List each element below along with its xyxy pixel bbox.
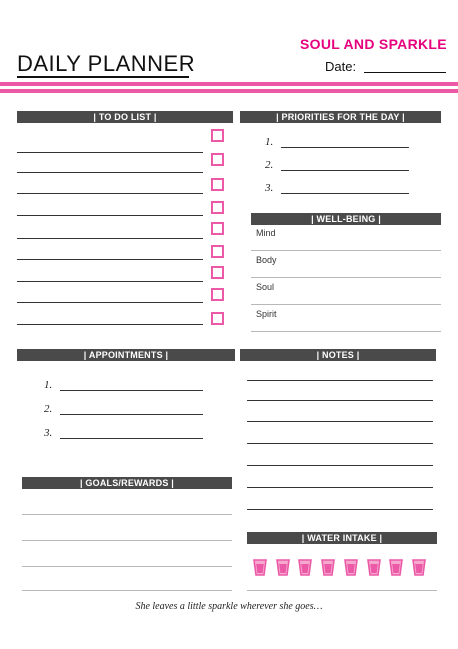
title-underline xyxy=(17,76,189,78)
water-cup-icon[interactable] xyxy=(321,559,335,576)
notes-line[interactable] xyxy=(247,380,433,381)
todo-line[interactable] xyxy=(17,193,203,194)
water-cup-icon[interactable] xyxy=(412,559,426,576)
wellbeing-mind-label: Mind xyxy=(256,228,276,238)
todo-heading: | TO DO LIST | xyxy=(17,111,233,123)
notes-line[interactable] xyxy=(247,443,433,444)
todo-line[interactable] xyxy=(17,324,203,325)
date-label: Date: xyxy=(325,59,357,74)
priority-line-3[interactable] xyxy=(281,193,409,194)
notes-line[interactable] xyxy=(247,421,433,422)
priority-line-1[interactable] xyxy=(281,147,409,148)
priority-number: 3. xyxy=(265,182,274,194)
goals-line-4[interactable] xyxy=(22,590,232,591)
wellbeing-spirit-line[interactable] xyxy=(251,331,441,332)
notes-line[interactable] xyxy=(247,509,433,510)
notes-line[interactable] xyxy=(247,465,433,466)
water-cup-icon[interactable] xyxy=(389,559,403,576)
wellbeing-body-label: Body xyxy=(256,255,277,265)
todo-checkbox[interactable] xyxy=(211,201,224,214)
appointment-line-1[interactable] xyxy=(60,390,203,391)
date-field[interactable] xyxy=(364,72,446,73)
wellbeing-heading: | WELL-BEING | xyxy=(251,213,441,225)
water-cup-icon[interactable] xyxy=(253,559,267,576)
wellbeing-soul-line[interactable] xyxy=(251,304,441,305)
notes-line[interactable] xyxy=(247,400,433,401)
notes-heading: | NOTES | xyxy=(240,349,436,361)
priority-line-2[interactable] xyxy=(281,170,409,171)
appointment-line-3[interactable] xyxy=(60,438,203,439)
header-divider-band xyxy=(0,89,458,93)
todo-line[interactable] xyxy=(17,215,203,216)
appointment-number: 2. xyxy=(44,403,53,415)
water-intake-heading: | WATER INTAKE | xyxy=(247,532,437,544)
priority-number: 1. xyxy=(265,136,274,148)
water-cup-icon[interactable] xyxy=(367,559,381,576)
todo-line[interactable] xyxy=(17,152,203,153)
todo-checkbox[interactable] xyxy=(211,312,224,325)
todo-checkbox[interactable] xyxy=(211,153,224,166)
water-bottom-line xyxy=(247,590,437,591)
goals-line-1[interactable] xyxy=(22,514,232,515)
wellbeing-spirit-label: Spirit xyxy=(256,309,277,319)
priorities-heading: | PRIORITIES FOR THE DAY | xyxy=(240,111,441,123)
appointments-heading: | APPOINTMENTS | xyxy=(17,349,235,361)
water-cup-icon[interactable] xyxy=(276,559,290,576)
notes-line[interactable] xyxy=(247,487,433,488)
todo-checkbox[interactable] xyxy=(211,266,224,279)
todo-checkbox[interactable] xyxy=(211,245,224,258)
todo-line[interactable] xyxy=(17,238,203,239)
wellbeing-body-line[interactable] xyxy=(251,277,441,278)
todo-line[interactable] xyxy=(17,259,203,260)
water-cup-icon[interactable] xyxy=(298,559,312,576)
header-divider-band xyxy=(0,82,458,86)
goals-line-3[interactable] xyxy=(22,566,232,567)
appointment-number: 1. xyxy=(44,379,53,391)
goals-line-2[interactable] xyxy=(22,540,232,541)
goals-heading: | GOALS/REWARDS | xyxy=(22,477,232,489)
brand-name: SOUL AND SPARKLE xyxy=(300,36,447,52)
todo-line[interactable] xyxy=(17,281,203,282)
todo-checkbox[interactable] xyxy=(211,178,224,191)
todo-line[interactable] xyxy=(17,172,203,173)
priority-number: 2. xyxy=(265,159,274,171)
footer-quote: She leaves a little sparkle wherever she goes… xyxy=(135,601,323,612)
todo-checkbox[interactable] xyxy=(211,222,224,235)
todo-checkbox[interactable] xyxy=(211,129,224,142)
appointment-line-2[interactable] xyxy=(60,414,203,415)
todo-line[interactable] xyxy=(17,302,203,303)
wellbeing-soul-label: Soul xyxy=(256,282,275,292)
page-title: DAILY PLANNER xyxy=(17,51,196,76)
water-cup-icon[interactable] xyxy=(344,559,358,576)
wellbeing-mind-line[interactable] xyxy=(251,250,441,251)
todo-checkbox[interactable] xyxy=(211,288,224,301)
appointment-number: 3. xyxy=(44,427,53,439)
